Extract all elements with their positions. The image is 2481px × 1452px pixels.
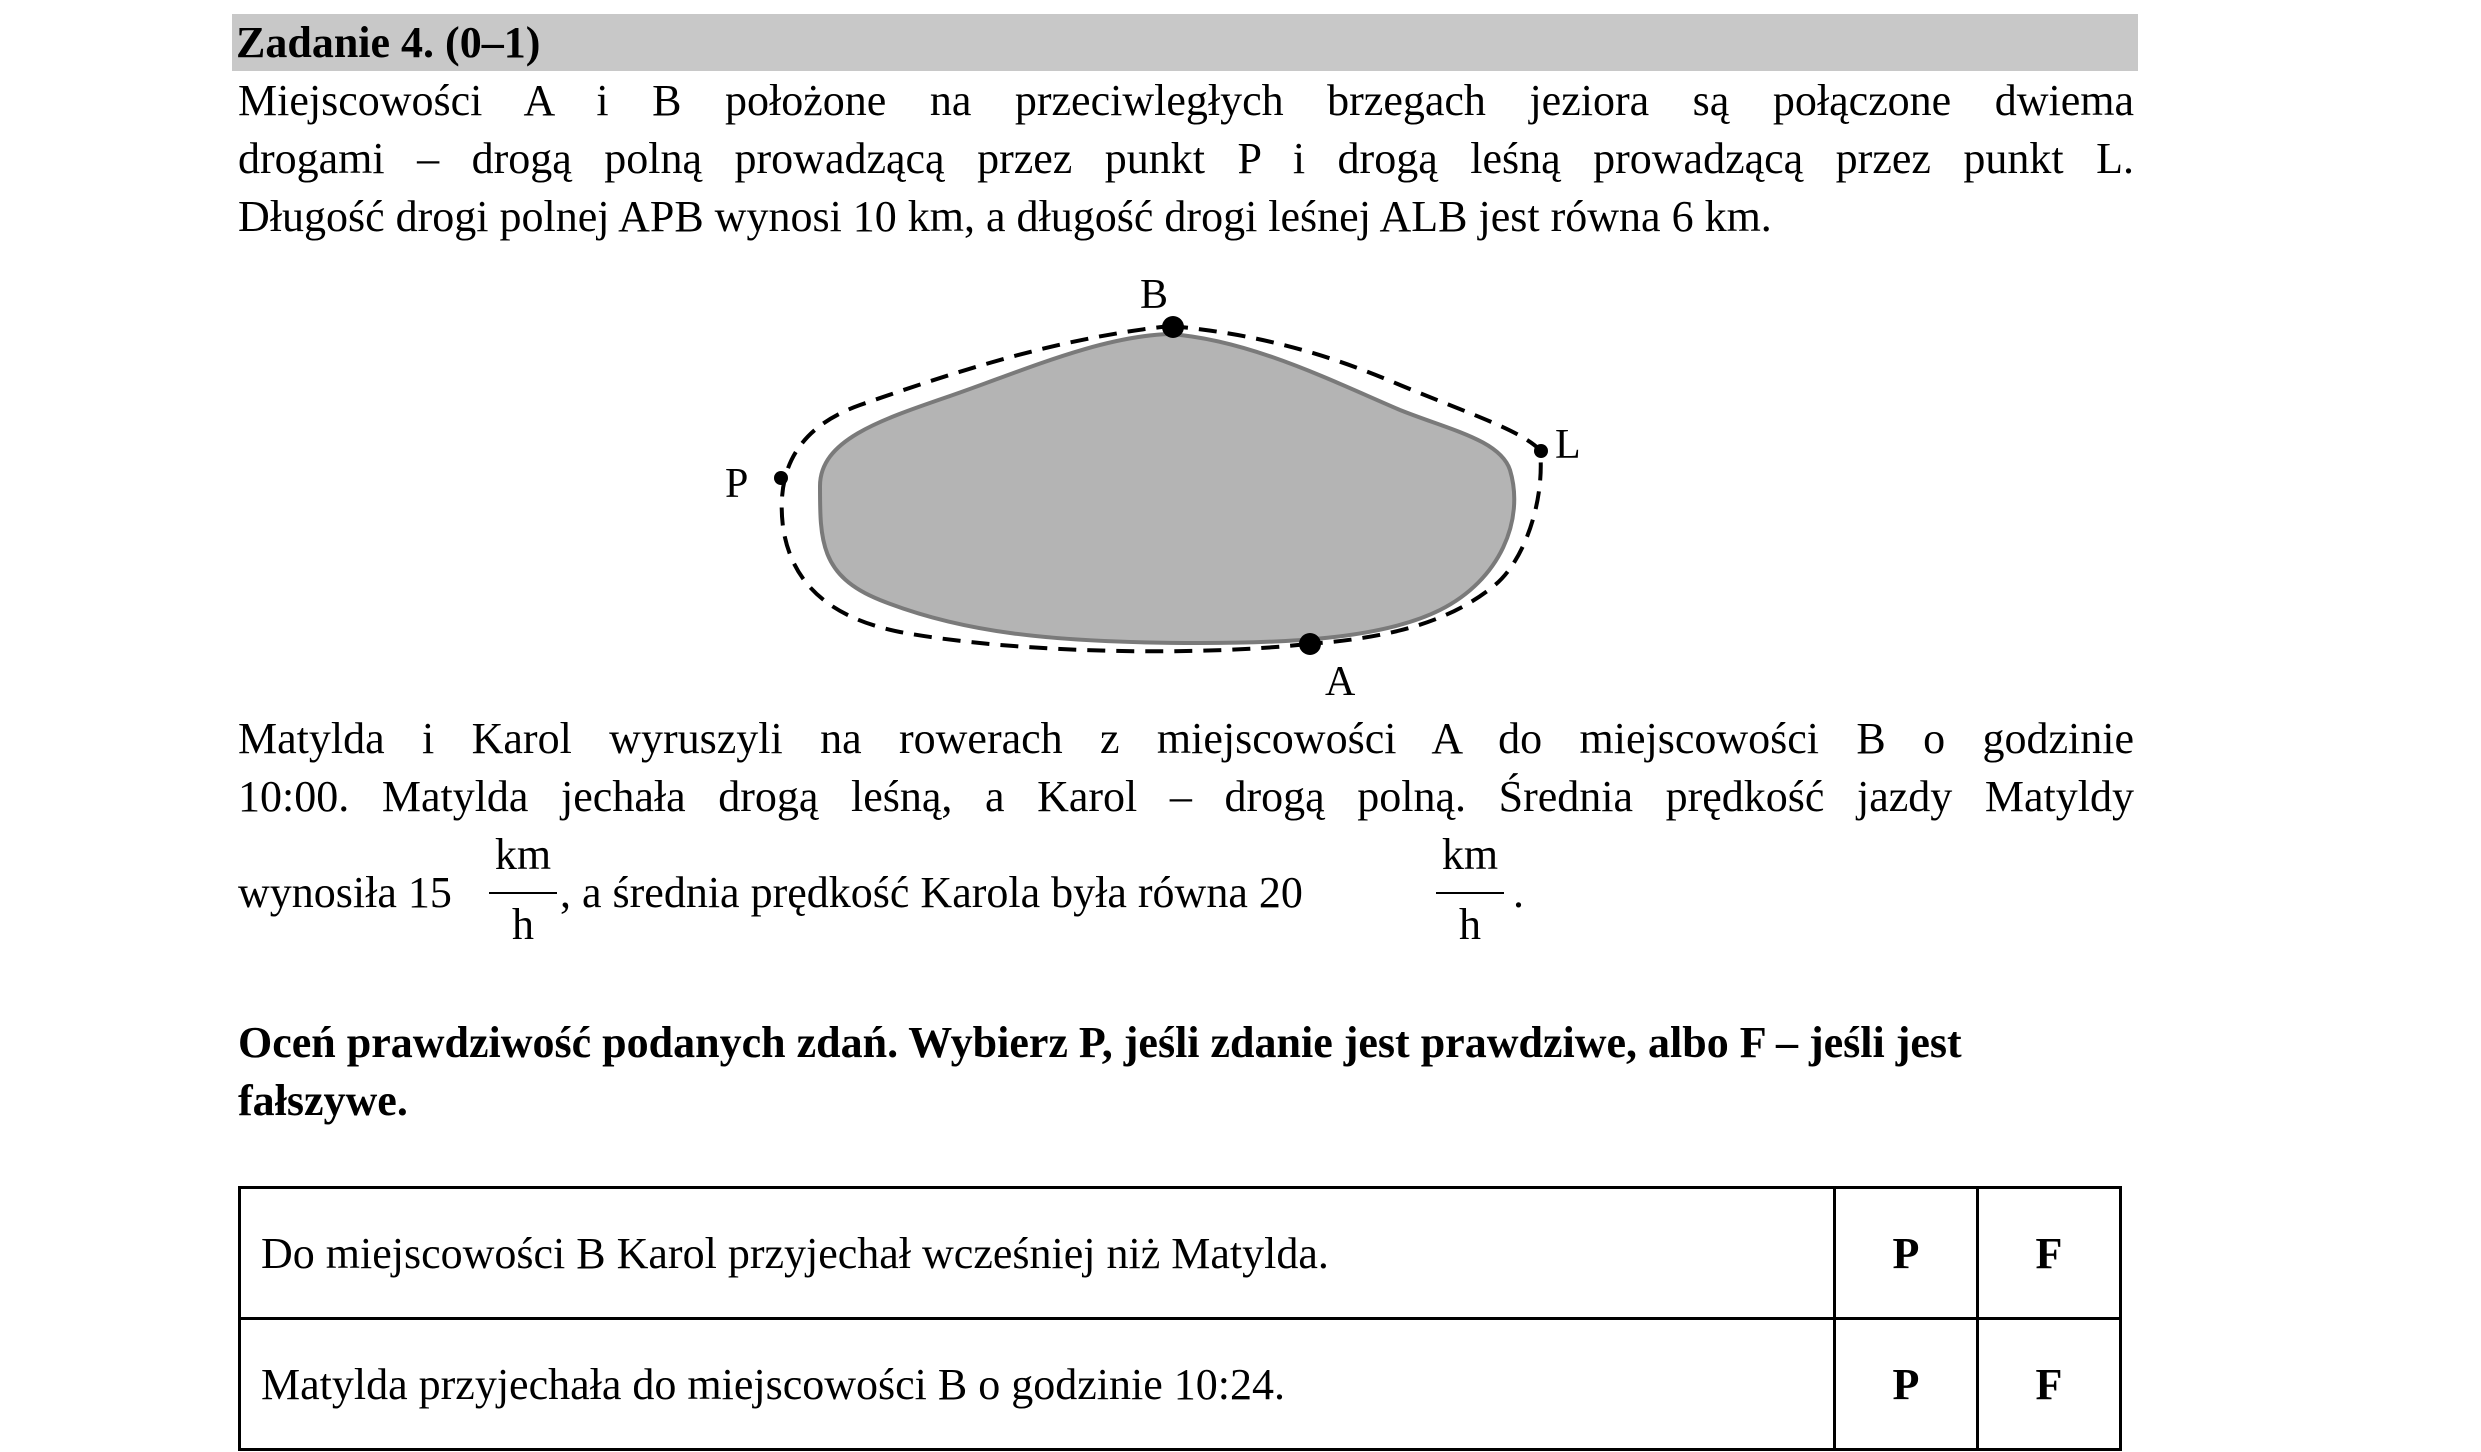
speed-prefix: wynosiła 15	[238, 868, 452, 917]
unit-numerator: km	[1441, 830, 1499, 879]
unit-denominator: h	[1459, 900, 1481, 949]
label-a: A	[1325, 659, 1356, 705]
task-title: Zadanie 4. (0–1)	[236, 18, 541, 67]
option-false[interactable]: F	[1978, 1319, 2121, 1450]
point-a-marker	[1299, 633, 1321, 655]
point-p-marker	[774, 471, 788, 485]
story-line: Matylda i Karol wyruszyli na rowerach z miejscowości A do miejscowości B o godzinie	[238, 714, 2134, 763]
table-row	[240, 1188, 2121, 1319]
speed-suffix: .	[1513, 868, 1524, 917]
story-paragraph	[238, 710, 2134, 826]
point-b-marker	[1162, 316, 1184, 338]
speed-middle: , a średnia prędkość Karola była równa 20	[560, 868, 1303, 917]
lake-shape	[820, 334, 1514, 643]
option-true[interactable]: P	[1835, 1319, 1978, 1450]
option-false[interactable]: F	[1978, 1188, 2121, 1319]
label-l: L	[1555, 422, 1581, 468]
statement-cell: Do miejscowości B Karol przyjechał wcześniej niż Matylda.	[240, 1188, 1835, 1319]
unit-denominator: h	[512, 900, 534, 949]
intro-line: Długość drogi polnej APB wynosi 10 km, a długość drogi leśnej ALB jest równa 6 km.	[238, 192, 1772, 241]
label-p: P	[725, 461, 749, 507]
fraction-bar	[489, 892, 557, 894]
unit-numerator: km	[494, 830, 552, 879]
intro-line: drogami – drogą polną prowadzącą przez punkt P i drogą leśną prowadzącą przez punkt L.	[238, 134, 2134, 183]
intro-line: Miejscowości A i B położone na przeciwległych brzegach jeziora są połączone dwiema	[238, 76, 2134, 125]
speed-unit-fraction	[1430, 826, 1510, 956]
true-false-table	[238, 1186, 2122, 1451]
point-l-marker	[1534, 444, 1548, 458]
fraction-bar	[1436, 892, 1504, 894]
table-row	[240, 1319, 2121, 1450]
instruction-text: Oceń prawdziwość podanych zdań. Wybierz P, jeśli zdanie jest prawdziwe, albo F – jeśli jest fałszywe.	[238, 1018, 1962, 1125]
lake-roads-diagram	[0, 0, 2481, 720]
option-true[interactable]: P	[1835, 1188, 1978, 1319]
story-line: 10:00. Matylda jechała drogą leśną, a Karol – drogą polną. Średnia prędkość jazdy Matyldy	[238, 772, 2134, 821]
statement-cell: Matylda przyjechała do miejscowości B o godzinie 10:24.	[240, 1319, 1835, 1450]
label-b: B	[1140, 272, 1169, 318]
speed-unit-fraction	[483, 826, 563, 956]
